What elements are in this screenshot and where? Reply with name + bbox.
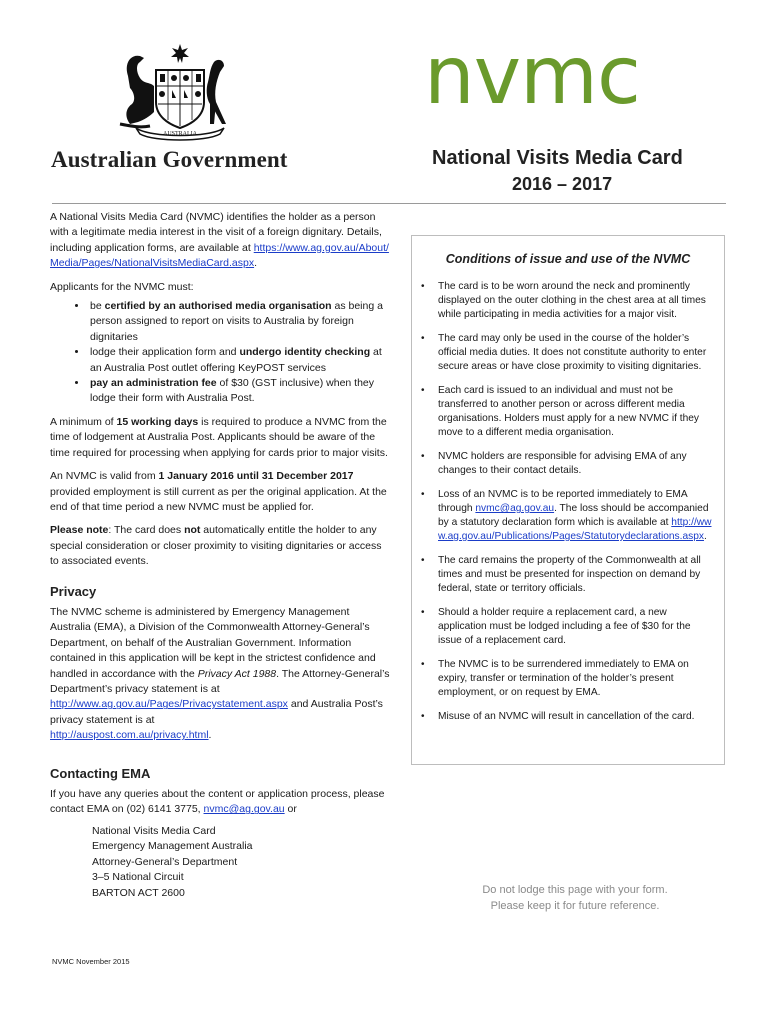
- para-text: An NVMC is valid from: [50, 470, 159, 483]
- list-item: [88, 345, 390, 376]
- condition-item: • The card remains the property of the Commonwealth at all times and must be presented for inspection on demand by federal, state or territory officials.: [438, 554, 716, 596]
- item-text: Loss of an NVMC is to be reported immediately to EMA through: [438, 489, 688, 514]
- condition-item: • The NVMC is to be surrendered immediately to EMA on expiry, transfer or termination of the holder’s present employment, or on request by EMA.: [438, 658, 716, 700]
- document-years: 2016 – 2017: [512, 174, 613, 194]
- item-bold: pay an administration fee: [90, 377, 217, 390]
- condition-item: • Each card is issued to an individual and must not be transferred to another person or across different media organisations. Holders must apply for a new NVMC if they move to a different media organisation.: [438, 384, 716, 440]
- item-text: lodge their application form and: [90, 346, 240, 359]
- intro-paragraph: [50, 210, 390, 272]
- note-label: Please note: [50, 524, 109, 537]
- item-text: of $30 (GST inclusive) when they lodge their form with Australia Post.: [90, 377, 375, 405]
- government-title: Australian Government: [51, 147, 288, 172]
- para-text: is required to produce a NVMC from the time of lodgement at Australia Post. Applicants should be aware of the time required for processing when applying for cards prior to major visits.: [50, 415, 388, 459]
- para-text: .: [208, 729, 212, 742]
- para-text: provided employment is still current as per the original application. At the end of that time period a new NVMC must be applied for.: [50, 485, 387, 513]
- ema-email-link[interactable]: nvmc@ag.gov.au: [475, 503, 555, 514]
- condition-item: • NVMC holders are responsible for advising EMA of any changes to their contact details.: [438, 450, 716, 478]
- nvmc-logo: nvmc: [424, 29, 640, 122]
- para-bold: 1 January 2016 until 31 December 2017: [158, 470, 354, 483]
- please-note-paragraph: [50, 523, 390, 569]
- privacy-act-name: Privacy Act 1988: [197, 667, 277, 680]
- document-id: NVMC November 2015: [52, 957, 130, 966]
- media-card-info-link[interactable]: https://www.ag.gov.au/About/Media/Pages/NationalVisitsMediaCard.aspx: [50, 241, 389, 270]
- para-text: or: [284, 803, 297, 816]
- para-text: A minimum of: [50, 415, 117, 428]
- item-bold: certified by an authorised media organisation: [104, 300, 332, 313]
- para-text: automatically entitle the holder to any special consideration or closer proximity to visiting dignitaries or access to associated events.: [50, 524, 382, 568]
- para-bold: not: [184, 524, 201, 537]
- requirements-list: [50, 299, 390, 407]
- item-text: at an Australia Post outlet offering KeyPOST services: [90, 346, 382, 374]
- coat-of-arms-emblem: [110, 42, 250, 142]
- statutory-declaration-link[interactable]: http://www.ag.gov.au/Publications/Pages/Statutorydeclarations.aspx: [438, 517, 712, 542]
- condition-item: • Misuse of an NVMC will result in cancellation of the card.: [438, 710, 716, 724]
- para-bold: 15 working days: [116, 415, 199, 428]
- contact-heading: Contacting EMA: [50, 765, 151, 781]
- processing-paragraph: [50, 415, 390, 461]
- item-text: . The loss should be accompanied by a statutory declaration form which is available at: [438, 503, 709, 528]
- privacy-paragraph: [50, 605, 390, 744]
- left-column: [50, 210, 390, 901]
- address-line: 3–5 National Circuit: [92, 871, 184, 884]
- address-line: Emergency Management Australia: [92, 840, 253, 853]
- conditions-heading: Conditions of issue and use of the NVMC: [445, 252, 691, 266]
- postal-address: [92, 824, 390, 902]
- address-line: BARTON ACT 2600: [92, 886, 185, 899]
- address-line: Attorney-General’s Department: [92, 855, 238, 868]
- para-text: . The Attorney-General’s Department’s privacy statement is at: [50, 667, 390, 695]
- condition-item: • The card is to be worn around the neck and prominently displayed on the outer clothing in the chest area at all times while participating in media activities for a major visit.: [438, 280, 716, 322]
- para-text: The NVMC scheme is administered by Emergency Management Australia (EMA), a Division of the Commonwealth Attorney-General’s Department, on behalf of the Australian Government. Information contained in this application will be kept in the strictest confidence and handled in accordance with the: [50, 605, 376, 680]
- document-title: National Visits Media Card: [432, 147, 683, 169]
- condition-item: • The card may only be used in the course of the holder’s official media duties. It does not constitute authority to enter secure areas or have close proximity to visiting dignitaries.: [438, 332, 716, 374]
- item-text: as being a person assigned to report on visits to Australia by foreign dignitaries: [90, 300, 383, 343]
- intro-text: A National Visits Media Card (NVMC) identifies the holder as a person with a legitimate media interest in the visit of a foreign dignitary. Details, including application forms, are available at: [50, 211, 382, 254]
- list-item: [88, 376, 390, 407]
- condition-item: [438, 488, 716, 544]
- privacy-heading: Privacy: [50, 583, 97, 599]
- item-bold: undergo identity checking: [239, 346, 371, 359]
- conditions-list: [412, 280, 724, 724]
- para-text: If you have any queries about the content or application process, please contact EMA on (02) 6141 3775,: [50, 788, 385, 816]
- validity-paragraph: [50, 469, 390, 515]
- para-text: and Australia Post’s privacy statement is at: [50, 698, 383, 726]
- address-line: National Visits Media Card: [92, 824, 216, 837]
- intro-end: .: [254, 257, 258, 270]
- ag-privacy-link[interactable]: http://www.ag.gov.au/Pages/Privacystatement.aspx: [50, 698, 288, 711]
- item-text: .: [703, 531, 707, 542]
- footer-note-line: Please keep it for future reference.: [490, 900, 660, 912]
- requirements-lead: Applicants for the NVMC must:: [50, 280, 194, 293]
- contact-paragraph: [50, 787, 390, 818]
- para-text: : The card does: [108, 524, 185, 537]
- footer-note: [440, 882, 710, 914]
- list-item: [88, 299, 390, 345]
- conditions-box: [411, 235, 725, 765]
- item-text: be: [90, 300, 105, 313]
- footer-note-line: Do not lodge this page with your form.: [482, 884, 668, 896]
- ema-email-link[interactable]: nvmc@ag.gov.au: [203, 803, 285, 816]
- auspost-privacy-link[interactable]: http://auspost.com.au/privacy.html: [50, 729, 209, 742]
- svg-text:AUSTRALIA: AUSTRALIA: [163, 131, 197, 137]
- condition-item: • Should a holder require a replacement card, a new application must be lodged including a fee of $30 for the issue of a replacement card.: [438, 606, 716, 648]
- header-divider: [52, 203, 726, 204]
